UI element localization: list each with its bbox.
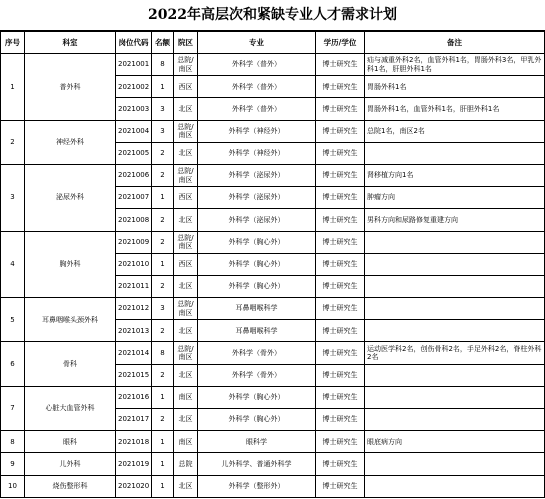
cell-remarks	[365, 253, 545, 275]
cell-major: 外科学（胸心外）	[198, 409, 316, 431]
cell-major: 外科学（普外）	[198, 54, 316, 76]
cell-no: 5	[1, 298, 25, 342]
cell-remarks: 胃肠外科1名，血管外科1名，肝胆外科1名	[365, 98, 545, 120]
cell-campus: 总院/南区	[174, 342, 198, 364]
cell-dept: 神经外科	[25, 120, 116, 164]
cell-quota: 2	[152, 209, 174, 231]
cell-dept: 耳鼻咽喉头颈外科	[25, 298, 116, 342]
cell-no: 9	[1, 453, 25, 475]
cell-campus: 北区	[174, 142, 198, 164]
cell-major: 耳鼻咽喉科学	[198, 320, 316, 342]
cell-code: 2021010	[116, 253, 152, 275]
cell-major: 外科学（胸心外）	[198, 386, 316, 408]
cell-quota: 1	[152, 187, 174, 209]
cell-major: 外科学（骨外）	[198, 342, 316, 364]
cell-campus: 总院/南区	[174, 298, 198, 320]
cell-degree: 博士研究生	[316, 409, 365, 431]
cell-quota: 2	[152, 364, 174, 386]
cell-degree: 博士研究生	[316, 209, 365, 231]
cell-degree: 博士研究生	[316, 253, 365, 275]
cell-code: 2021019	[116, 453, 152, 475]
cell-quota: 2	[152, 275, 174, 297]
cell-major: 儿外科学、普通外科学	[198, 453, 316, 475]
cell-dept: 眼科	[25, 431, 116, 453]
cell-degree: 博士研究生	[316, 231, 365, 253]
table-row	[1, 120, 545, 142]
cell-code: 2021001	[116, 54, 152, 76]
cell-quota: 1	[152, 253, 174, 275]
header-code: 岗位代码	[116, 32, 152, 54]
cell-campus: 总院/南区	[174, 231, 198, 253]
header-degree: 学历/学位	[316, 32, 365, 54]
cell-major: 外科学（胸心外）	[198, 231, 316, 253]
cell-campus: 北区	[174, 364, 198, 386]
cell-campus: 北区	[174, 98, 198, 120]
cell-no: 1	[1, 54, 25, 121]
table-row	[1, 164, 545, 186]
cell-degree: 博士研究生	[316, 298, 365, 320]
cell-major: 外科学（胸心外）	[198, 253, 316, 275]
cell-major: 外科学（泌尿外）	[198, 209, 316, 231]
cell-code: 2021016	[116, 386, 152, 408]
cell-remarks	[365, 298, 545, 320]
cell-code: 2021011	[116, 275, 152, 297]
cell-dept: 普外科	[25, 54, 116, 121]
header-dept: 科室	[25, 32, 116, 54]
cell-no: 2	[1, 120, 25, 164]
cell-major: 外科学（胸心外）	[198, 275, 316, 297]
cell-major: 眼科学	[198, 431, 316, 453]
cell-remarks: 眼底病方向	[365, 431, 545, 453]
cell-campus: 北区	[174, 409, 198, 431]
cell-quota: 3	[152, 298, 174, 320]
cell-degree: 博士研究生	[316, 342, 365, 364]
cell-campus: 西区	[174, 187, 198, 209]
cell-dept: 骨科	[25, 342, 116, 386]
cell-remarks: 疝与减重外科2名，血管外科1名，胃肠外科3名，甲乳外科1名，肝胆外科1名	[365, 54, 545, 76]
cell-quota: 3	[152, 120, 174, 142]
cell-degree: 博士研究生	[316, 98, 365, 120]
cell-remarks: 胃肠外科1名	[365, 76, 545, 98]
cell-dept: 烧伤整形科	[25, 475, 116, 497]
cell-code: 2021005	[116, 142, 152, 164]
cell-code: 2021014	[116, 342, 152, 364]
cell-quota: 1	[152, 76, 174, 98]
cell-campus: 西区	[174, 76, 198, 98]
cell-degree: 博士研究生	[316, 54, 365, 76]
cell-major: 外科学（普外）	[198, 76, 316, 98]
cell-remarks	[365, 142, 545, 164]
cell-no: 7	[1, 386, 25, 430]
table-row	[1, 231, 545, 253]
cell-code: 2021013	[116, 320, 152, 342]
cell-quota: 2	[152, 409, 174, 431]
cell-remarks	[365, 386, 545, 408]
cell-degree: 博士研究生	[316, 386, 365, 408]
cell-degree: 博士研究生	[316, 475, 365, 497]
cell-code: 2021017	[116, 409, 152, 431]
cell-code: 2021009	[116, 231, 152, 253]
cell-code: 2021008	[116, 209, 152, 231]
cell-remarks: 肾移植方向1名	[365, 164, 545, 186]
header-row	[1, 32, 545, 54]
cell-degree: 博士研究生	[316, 187, 365, 209]
cell-degree: 博士研究生	[316, 453, 365, 475]
cell-degree: 博士研究生	[316, 142, 365, 164]
cell-no: 4	[1, 231, 25, 298]
cell-no: 3	[1, 164, 25, 231]
cell-remarks	[365, 409, 545, 431]
cell-degree: 博士研究生	[316, 275, 365, 297]
cell-quota: 1	[152, 475, 174, 497]
recruitment-table	[0, 31, 545, 498]
header-campus: 院区	[174, 32, 198, 54]
cell-degree: 博士研究生	[316, 120, 365, 142]
cell-campus: 总院/南区	[174, 120, 198, 142]
cell-degree: 博士研究生	[316, 164, 365, 186]
cell-no: 10	[1, 475, 25, 497]
cell-remarks	[365, 320, 545, 342]
header-remarks: 备注	[365, 32, 545, 54]
cell-quota: 1	[152, 386, 174, 408]
cell-remarks	[365, 275, 545, 297]
cell-major: 外科学（泌尿外）	[198, 164, 316, 186]
table-row	[1, 386, 545, 408]
cell-remarks: 运动医学科2名，创伤骨科2名，手足外科2名，脊柱外科2名	[365, 342, 545, 364]
cell-no: 8	[1, 431, 25, 453]
cell-remarks: 男科方向和尿路修复重建方向	[365, 209, 545, 231]
table-row	[1, 54, 545, 76]
cell-quota: 2	[152, 231, 174, 253]
table-body	[1, 54, 545, 498]
header-quota: 名额	[152, 32, 174, 54]
cell-degree: 博士研究生	[316, 320, 365, 342]
cell-dept: 儿外科	[25, 453, 116, 475]
cell-code: 2021003	[116, 98, 152, 120]
cell-code: 2021002	[116, 76, 152, 98]
cell-major: 外科学（骨外）	[198, 364, 316, 386]
table-row	[1, 475, 545, 497]
cell-remarks	[365, 231, 545, 253]
cell-campus: 南区	[174, 431, 198, 453]
cell-quota: 8	[152, 54, 174, 76]
table-row	[1, 298, 545, 320]
cell-campus: 西区	[174, 253, 198, 275]
cell-quota: 3	[152, 98, 174, 120]
cell-dept: 心脏大血管外科	[25, 386, 116, 430]
header-no: 序号	[1, 32, 25, 54]
table-row	[1, 342, 545, 364]
cell-campus: 北区	[174, 320, 198, 342]
table-row	[1, 431, 545, 453]
cell-remarks: 肿瘤方向	[365, 187, 545, 209]
cell-campus: 北区	[174, 209, 198, 231]
cell-dept: 泌尿外科	[25, 164, 116, 231]
cell-quota: 2	[152, 320, 174, 342]
cell-no: 6	[1, 342, 25, 386]
cell-code: 2021007	[116, 187, 152, 209]
cell-major: 外科学（神经外）	[198, 142, 316, 164]
cell-remarks	[365, 364, 545, 386]
cell-degree: 博士研究生	[316, 76, 365, 98]
cell-campus: 北区	[174, 275, 198, 297]
cell-quota: 2	[152, 142, 174, 164]
cell-quota: 2	[152, 164, 174, 186]
cell-campus: 南区	[174, 386, 198, 408]
cell-quota: 8	[152, 342, 174, 364]
cell-campus: 总院/南区	[174, 164, 198, 186]
cell-campus: 总院/南区	[174, 54, 198, 76]
cell-remarks	[365, 453, 545, 475]
cell-code: 2021006	[116, 164, 152, 186]
cell-dept: 胸外科	[25, 231, 116, 298]
cell-campus: 总院	[174, 453, 198, 475]
cell-major: 外科学（普外）	[198, 98, 316, 120]
cell-campus: 北区	[174, 475, 198, 497]
cell-remarks	[365, 475, 545, 497]
cell-code: 2021012	[116, 298, 152, 320]
cell-degree: 博士研究生	[316, 364, 365, 386]
cell-code: 2021020	[116, 475, 152, 497]
cell-quota: 1	[152, 453, 174, 475]
cell-remarks: 总院1名，南区2名	[365, 120, 545, 142]
cell-code: 2021018	[116, 431, 152, 453]
cell-major: 外科学（泌尿外）	[198, 187, 316, 209]
page-title: 2022年高层次和紧缺专业人才需求计划	[0, 0, 545, 31]
cell-code: 2021004	[116, 120, 152, 142]
cell-major: 外科学（整形外）	[198, 475, 316, 497]
table-row	[1, 453, 545, 475]
cell-major: 外科学（神经外）	[198, 120, 316, 142]
header-major: 专业	[198, 32, 316, 54]
cell-major: 耳鼻咽喉科学	[198, 298, 316, 320]
cell-quota: 1	[152, 431, 174, 453]
cell-degree: 博士研究生	[316, 431, 365, 453]
cell-code: 2021015	[116, 364, 152, 386]
